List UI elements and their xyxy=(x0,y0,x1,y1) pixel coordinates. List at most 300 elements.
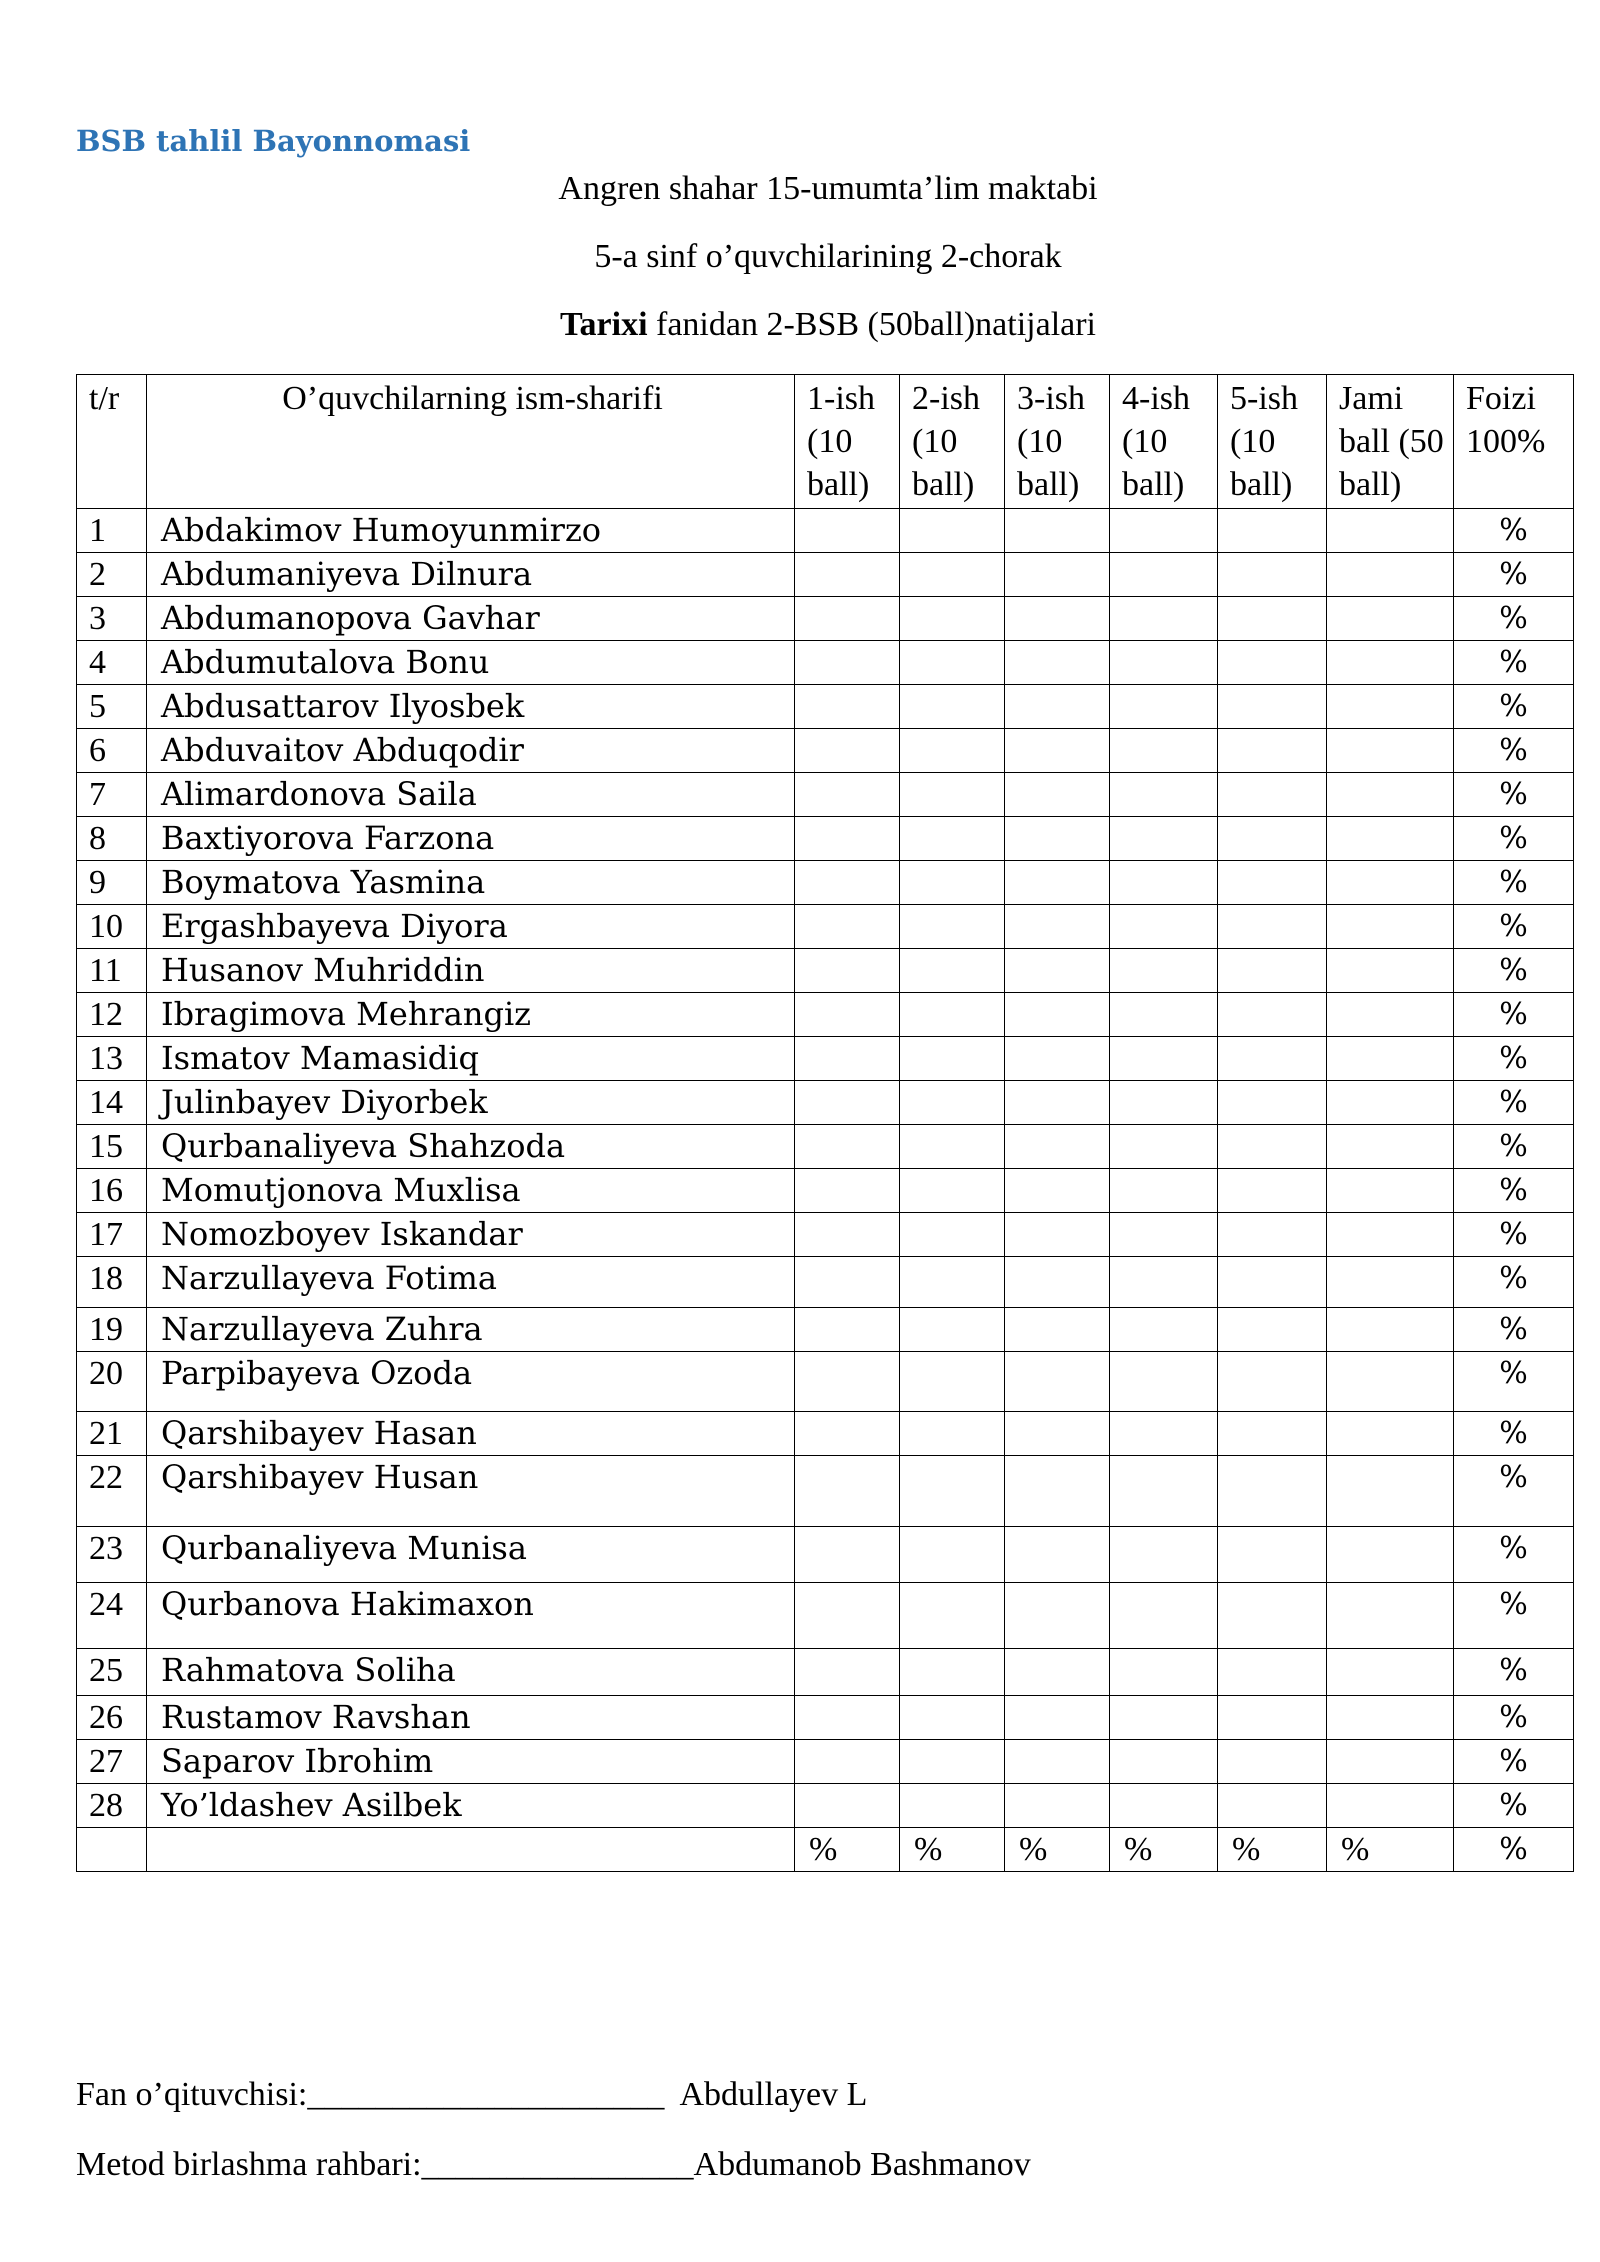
score-cell-work-1[interactable] xyxy=(795,1784,900,1828)
table-row xyxy=(77,1412,1574,1456)
score-cell-work-2[interactable] xyxy=(900,1308,1005,1352)
score-cell-work-5[interactable] xyxy=(1218,1456,1327,1527)
row-index: 23 xyxy=(77,1527,147,1583)
score-cell-work-1[interactable] xyxy=(795,597,900,641)
score-cell-work-5[interactable] xyxy=(1218,597,1327,641)
row-index: 25 xyxy=(77,1649,147,1696)
row-index: 27 xyxy=(77,1740,147,1784)
score-cell-work-5[interactable] xyxy=(1218,509,1327,553)
score-cell-work-4[interactable] xyxy=(1110,817,1218,861)
score-cell-work-1[interactable] xyxy=(795,1456,900,1527)
score-cell-work-4[interactable] xyxy=(1110,1527,1218,1583)
table-row xyxy=(77,729,1574,773)
percent-cell[interactable]: % xyxy=(1454,861,1574,905)
row-index: 6 xyxy=(77,729,147,773)
document-heading: BSB tahlil Bayonnomasi xyxy=(76,124,471,158)
percent-cell[interactable]: % xyxy=(1454,1169,1574,1213)
total-score-cell[interactable] xyxy=(1327,1784,1454,1828)
score-cell-work-4[interactable] xyxy=(1110,1308,1218,1352)
score-cell-work-3[interactable] xyxy=(1005,1213,1110,1257)
table-row xyxy=(77,597,1574,641)
percent-cell[interactable]: % xyxy=(1454,817,1574,861)
total-score-cell[interactable] xyxy=(1327,949,1454,993)
score-cell-work-4[interactable] xyxy=(1110,1412,1218,1456)
table-row xyxy=(77,949,1574,993)
subject-line xyxy=(0,306,1600,344)
table-row xyxy=(77,1169,1574,1213)
total-score-cell[interactable] xyxy=(1327,861,1454,905)
total-score-cell[interactable] xyxy=(1327,597,1454,641)
student-name: Nomozboyev Iskandar xyxy=(147,1213,795,1257)
score-cell-work-3[interactable] xyxy=(1005,817,1110,861)
percent-cell[interactable]: % xyxy=(1454,1696,1574,1740)
total-score-cell[interactable] xyxy=(1327,1037,1454,1081)
score-cell-work-1[interactable] xyxy=(795,1213,900,1257)
score-cell-work-5[interactable] xyxy=(1218,817,1327,861)
score-cell-work-2[interactable] xyxy=(900,509,1005,553)
row-index: 2 xyxy=(77,553,147,597)
score-cell-work-1[interactable] xyxy=(795,1527,900,1583)
table-row xyxy=(77,1037,1574,1081)
total-score-cell[interactable] xyxy=(1327,1583,1454,1649)
footer-percent-cell[interactable]: % xyxy=(1454,1828,1574,1872)
score-cell-work-5[interactable] xyxy=(1218,685,1327,729)
table-row xyxy=(77,1081,1574,1125)
score-cell-work-4[interactable] xyxy=(1110,1257,1218,1308)
score-cell-work-3[interactable] xyxy=(1005,773,1110,817)
score-cell-work-5[interactable] xyxy=(1218,641,1327,685)
student-name: Abdusattarov Ilyosbek xyxy=(147,685,795,729)
score-cell-work-2[interactable] xyxy=(900,729,1005,773)
row-index: 20 xyxy=(77,1352,147,1412)
total-score-cell[interactable] xyxy=(1327,1257,1454,1308)
table-row xyxy=(77,685,1574,729)
total-score-cell[interactable] xyxy=(1327,729,1454,773)
total-score-cell[interactable] xyxy=(1327,1308,1454,1352)
score-cell-work-4[interactable] xyxy=(1110,729,1218,773)
row-index: 14 xyxy=(77,1081,147,1125)
score-cell-work-5[interactable] xyxy=(1218,1257,1327,1308)
score-cell-work-1[interactable] xyxy=(795,1740,900,1784)
score-cell-work-1[interactable] xyxy=(795,993,900,1037)
score-cell-work-1[interactable] xyxy=(795,1308,900,1352)
student-name: Qarshibayev Husan xyxy=(147,1456,795,1527)
head-signature-line: Metod birlashma rahbari:________________Abdumanob Bashmanov xyxy=(76,2146,1031,2183)
score-cell-work-2[interactable] xyxy=(900,993,1005,1037)
percent-cell[interactable]: % xyxy=(1454,949,1574,993)
header-total: Jami ball (50 ball) xyxy=(1327,375,1454,509)
header-work-3: 3-ish (10 ball) xyxy=(1005,375,1110,509)
score-cell-work-1[interactable] xyxy=(795,861,900,905)
header-index: t/r xyxy=(77,375,147,509)
subject-line-rest: fanidan 2-BSB (50ball)natijalari xyxy=(647,306,1097,343)
score-cell-work-1[interactable] xyxy=(795,509,900,553)
student-name: Abdumutalova Bonu xyxy=(147,641,795,685)
score-cell-work-4[interactable] xyxy=(1110,949,1218,993)
percent-cell[interactable]: % xyxy=(1454,1308,1574,1352)
class-line: 5-a sinf o’quvchilarining 2-chorak xyxy=(594,238,1062,275)
student-name: Narzullayeva Zuhra xyxy=(147,1308,795,1352)
score-cell-work-2[interactable] xyxy=(900,1696,1005,1740)
percent-cell[interactable]: % xyxy=(1454,641,1574,685)
score-cell-work-2[interactable] xyxy=(900,1352,1005,1412)
student-name: Qarshibayev Hasan xyxy=(147,1412,795,1456)
score-cell-work-1[interactable] xyxy=(795,1412,900,1456)
student-name: Husanov Muhriddin xyxy=(147,949,795,993)
score-cell-work-5[interactable] xyxy=(1218,1784,1327,1828)
table-row xyxy=(77,773,1574,817)
score-cell-work-2[interactable] xyxy=(900,685,1005,729)
score-cell-work-5[interactable] xyxy=(1218,1308,1327,1352)
table-row xyxy=(77,905,1574,949)
score-cell-work-1[interactable] xyxy=(795,1169,900,1213)
score-cell-work-3[interactable] xyxy=(1005,1527,1110,1583)
score-cell-work-3[interactable] xyxy=(1005,1125,1110,1169)
student-name: Alimardonova Saila xyxy=(147,773,795,817)
score-cell-work-4[interactable] xyxy=(1110,1649,1218,1696)
percent-cell[interactable]: % xyxy=(1454,1583,1574,1649)
score-cell-work-4[interactable] xyxy=(1110,1081,1218,1125)
score-cell-work-2[interactable] xyxy=(900,1784,1005,1828)
total-score-cell[interactable] xyxy=(1327,553,1454,597)
score-cell-work-4[interactable] xyxy=(1110,773,1218,817)
score-cell-work-2[interactable] xyxy=(900,553,1005,597)
score-cell-work-4[interactable] xyxy=(1110,1784,1218,1828)
score-cell-work-4[interactable] xyxy=(1110,1352,1218,1412)
score-cell-work-3[interactable] xyxy=(1005,509,1110,553)
score-cell-work-5[interactable] xyxy=(1218,1649,1327,1696)
student-name: Qurbanaliyeva Shahzoda xyxy=(147,1125,795,1169)
row-index: 12 xyxy=(77,993,147,1037)
score-cell-work-2[interactable] xyxy=(900,1740,1005,1784)
score-cell-work-4[interactable] xyxy=(1110,685,1218,729)
score-cell-work-3[interactable] xyxy=(1005,1649,1110,1696)
table-row xyxy=(77,1583,1574,1649)
score-cell-work-3[interactable] xyxy=(1005,1784,1110,1828)
score-cell-work-2[interactable] xyxy=(900,1081,1005,1125)
percent-cell[interactable]: % xyxy=(1454,509,1574,553)
score-cell-work-5[interactable] xyxy=(1218,1352,1327,1412)
score-cell-work-1[interactable] xyxy=(795,773,900,817)
score-cell-work-3[interactable] xyxy=(1005,641,1110,685)
student-name: Abdumaniyeva Dilnura xyxy=(147,553,795,597)
total-score-cell[interactable] xyxy=(1327,773,1454,817)
score-cell-work-5[interactable] xyxy=(1218,773,1327,817)
score-cell-work-4[interactable] xyxy=(1110,905,1218,949)
score-cell-work-5[interactable] xyxy=(1218,1412,1327,1456)
row-index: 4 xyxy=(77,641,147,685)
score-cell-work-2[interactable] xyxy=(900,641,1005,685)
score-cell-work-4[interactable] xyxy=(1110,641,1218,685)
table-row xyxy=(77,1456,1574,1527)
score-cell-work-2[interactable] xyxy=(900,1169,1005,1213)
table-footer-row xyxy=(77,1828,1574,1872)
score-cell-work-3[interactable] xyxy=(1005,1308,1110,1352)
percent-cell[interactable]: % xyxy=(1454,905,1574,949)
score-cell-work-4[interactable] xyxy=(1110,1125,1218,1169)
score-cell-work-1[interactable] xyxy=(795,905,900,949)
footer-percent-cell[interactable]: % xyxy=(1110,1828,1218,1872)
score-cell-work-1[interactable] xyxy=(795,641,900,685)
student-name: Baxtiyorova Farzona xyxy=(147,817,795,861)
row-index: 26 xyxy=(77,1696,147,1740)
score-cell-work-1[interactable] xyxy=(795,1257,900,1308)
score-cell-work-3[interactable] xyxy=(1005,905,1110,949)
row-index: 16 xyxy=(77,1169,147,1213)
footer-percent-cell[interactable]: % xyxy=(1005,1828,1110,1872)
table-row xyxy=(77,1308,1574,1352)
total-score-cell[interactable] xyxy=(1327,1456,1454,1527)
total-score-cell[interactable] xyxy=(1327,509,1454,553)
row-index: 15 xyxy=(77,1125,147,1169)
score-cell-work-2[interactable] xyxy=(900,1583,1005,1649)
table-row xyxy=(77,553,1574,597)
score-cell-work-3[interactable] xyxy=(1005,861,1110,905)
score-cell-work-5[interactable] xyxy=(1218,553,1327,597)
percent-cell[interactable]: % xyxy=(1454,1037,1574,1081)
score-cell-work-5[interactable] xyxy=(1218,1213,1327,1257)
percent-cell[interactable]: % xyxy=(1454,1527,1574,1583)
footer-percent-cell[interactable]: % xyxy=(900,1828,1005,1872)
score-cell-work-1[interactable] xyxy=(795,1649,900,1696)
score-cell-work-1[interactable] xyxy=(795,685,900,729)
score-cell-work-4[interactable] xyxy=(1110,553,1218,597)
total-score-cell[interactable] xyxy=(1327,1527,1454,1583)
table-row xyxy=(77,861,1574,905)
row-index: 21 xyxy=(77,1412,147,1456)
score-cell-work-3[interactable] xyxy=(1005,1583,1110,1649)
score-cell-work-3[interactable] xyxy=(1005,1412,1110,1456)
table-row xyxy=(77,1213,1574,1257)
score-cell-work-1[interactable] xyxy=(795,817,900,861)
score-cell-work-2[interactable] xyxy=(900,1527,1005,1583)
student-name: Momutjonova Muxlisa xyxy=(147,1169,795,1213)
table-row xyxy=(77,993,1574,1037)
row-index: 5 xyxy=(77,685,147,729)
score-cell-work-3[interactable] xyxy=(1005,597,1110,641)
percent-cell[interactable]: % xyxy=(1454,1257,1574,1308)
total-score-cell[interactable] xyxy=(1327,1740,1454,1784)
score-cell-work-5[interactable] xyxy=(1218,1169,1327,1213)
percent-cell[interactable]: % xyxy=(1454,1081,1574,1125)
student-name: Parpibayeva Ozoda xyxy=(147,1352,795,1412)
score-cell-work-5[interactable] xyxy=(1218,861,1327,905)
score-cell-work-5[interactable] xyxy=(1218,1081,1327,1125)
score-cell-work-1[interactable] xyxy=(795,1352,900,1412)
score-cell-work-5[interactable] xyxy=(1218,905,1327,949)
score-cell-work-3[interactable] xyxy=(1005,993,1110,1037)
score-cell-work-1[interactable] xyxy=(795,1037,900,1081)
percent-cell[interactable]: % xyxy=(1454,993,1574,1037)
student-name: Rahmatova Soliha xyxy=(147,1649,795,1696)
table-header-row xyxy=(77,375,1574,509)
header-percent: Foizi 100% xyxy=(1454,375,1574,509)
percent-cell[interactable]: % xyxy=(1454,685,1574,729)
footer-percent-cell[interactable]: % xyxy=(1327,1828,1454,1872)
percent-cell[interactable]: % xyxy=(1454,1740,1574,1784)
score-cell-work-3[interactable] xyxy=(1005,1740,1110,1784)
footer-empty-cell xyxy=(147,1828,795,1872)
score-cell-work-3[interactable] xyxy=(1005,1696,1110,1740)
score-cell-work-2[interactable] xyxy=(900,1125,1005,1169)
results-table xyxy=(76,374,1574,1872)
score-cell-work-4[interactable] xyxy=(1110,509,1218,553)
total-score-cell[interactable] xyxy=(1327,1696,1454,1740)
row-index: 3 xyxy=(77,597,147,641)
percent-cell[interactable]: % xyxy=(1454,597,1574,641)
score-cell-work-1[interactable] xyxy=(795,1696,900,1740)
footer-percent-cell[interactable]: % xyxy=(1218,1828,1327,1872)
row-index: 8 xyxy=(77,817,147,861)
footer-percent-cell[interactable]: % xyxy=(795,1828,900,1872)
score-cell-work-4[interactable] xyxy=(1110,1696,1218,1740)
score-cell-work-2[interactable] xyxy=(900,773,1005,817)
percent-cell[interactable]: % xyxy=(1454,1213,1574,1257)
score-cell-work-5[interactable] xyxy=(1218,949,1327,993)
percent-cell[interactable]: % xyxy=(1454,553,1574,597)
table-row xyxy=(77,1696,1574,1740)
total-score-cell[interactable] xyxy=(1327,905,1454,949)
score-cell-work-4[interactable] xyxy=(1110,1456,1218,1527)
header-work-2: 2-ish (10 ball) xyxy=(900,375,1005,509)
score-cell-work-3[interactable] xyxy=(1005,1169,1110,1213)
row-index: 22 xyxy=(77,1456,147,1527)
score-cell-work-3[interactable] xyxy=(1005,685,1110,729)
score-cell-work-2[interactable] xyxy=(900,1257,1005,1308)
score-cell-work-3[interactable] xyxy=(1005,1352,1110,1412)
score-cell-work-2[interactable] xyxy=(900,1412,1005,1456)
school-line: Angren shahar 15-umumta’lim maktabi xyxy=(558,170,1098,207)
student-name: Abdakimov Humoyunmirzo xyxy=(147,509,795,553)
score-cell-work-4[interactable] xyxy=(1110,1583,1218,1649)
student-name: Saparov Ibrohim xyxy=(147,1740,795,1784)
student-name: Ergashbayeva Diyora xyxy=(147,905,795,949)
score-cell-work-2[interactable] xyxy=(900,861,1005,905)
total-score-cell[interactable] xyxy=(1327,993,1454,1037)
student-name: Rustamov Ravshan xyxy=(147,1696,795,1740)
total-score-cell[interactable] xyxy=(1327,1081,1454,1125)
row-index: 11 xyxy=(77,949,147,993)
table-row xyxy=(77,1649,1574,1696)
percent-cell[interactable]: % xyxy=(1454,773,1574,817)
percent-cell[interactable]: % xyxy=(1454,1412,1574,1456)
score-cell-work-1[interactable] xyxy=(795,949,900,993)
row-index: 24 xyxy=(77,1583,147,1649)
score-cell-work-4[interactable] xyxy=(1110,993,1218,1037)
score-cell-work-2[interactable] xyxy=(900,817,1005,861)
student-name: Boymatova Yasmina xyxy=(147,861,795,905)
row-index: 13 xyxy=(77,1037,147,1081)
table-row xyxy=(77,817,1574,861)
score-cell-work-3[interactable] xyxy=(1005,1456,1110,1527)
score-cell-work-4[interactable] xyxy=(1110,1740,1218,1784)
score-cell-work-5[interactable] xyxy=(1218,729,1327,773)
footer-empty-cell xyxy=(77,1828,147,1872)
table-row xyxy=(77,1784,1574,1828)
total-score-cell[interactable] xyxy=(1327,1412,1454,1456)
total-score-cell[interactable] xyxy=(1327,641,1454,685)
percent-cell[interactable]: % xyxy=(1454,1456,1574,1527)
student-name: Abdumanopova Gavhar xyxy=(147,597,795,641)
row-index: 7 xyxy=(77,773,147,817)
score-cell-work-1[interactable] xyxy=(795,1081,900,1125)
total-score-cell[interactable] xyxy=(1327,1649,1454,1696)
header-name: O’quvchilarning ism-sharifi xyxy=(147,375,795,509)
teacher-signature-line: Fan o’qituvchisi:_____________________ Abdullayev L xyxy=(76,2076,868,2113)
percent-cell[interactable]: % xyxy=(1454,729,1574,773)
score-cell-work-2[interactable] xyxy=(900,1649,1005,1696)
score-cell-work-3[interactable] xyxy=(1005,1037,1110,1081)
total-score-cell[interactable] xyxy=(1327,817,1454,861)
score-cell-work-1[interactable] xyxy=(795,729,900,773)
score-cell-work-5[interactable] xyxy=(1218,1740,1327,1784)
score-cell-work-2[interactable] xyxy=(900,949,1005,993)
row-index: 9 xyxy=(77,861,147,905)
score-cell-work-5[interactable] xyxy=(1218,1527,1327,1583)
total-score-cell[interactable] xyxy=(1327,1213,1454,1257)
percent-cell[interactable]: % xyxy=(1454,1352,1574,1412)
score-cell-work-5[interactable] xyxy=(1218,1696,1327,1740)
total-score-cell[interactable] xyxy=(1327,1125,1454,1169)
score-cell-work-2[interactable] xyxy=(900,905,1005,949)
total-score-cell[interactable] xyxy=(1327,1352,1454,1412)
student-name: Ibragimova Mehrangiz xyxy=(147,993,795,1037)
score-cell-work-3[interactable] xyxy=(1005,1081,1110,1125)
row-index: 10 xyxy=(77,905,147,949)
row-index: 17 xyxy=(77,1213,147,1257)
subject-name: Tarixi xyxy=(559,306,648,343)
percent-cell[interactable]: % xyxy=(1454,1125,1574,1169)
score-cell-work-3[interactable] xyxy=(1005,553,1110,597)
score-cell-work-2[interactable] xyxy=(900,1456,1005,1527)
score-cell-work-1[interactable] xyxy=(795,1583,900,1649)
score-cell-work-5[interactable] xyxy=(1218,1583,1327,1649)
percent-cell[interactable]: % xyxy=(1454,1784,1574,1828)
score-cell-work-3[interactable] xyxy=(1005,729,1110,773)
row-index: 18 xyxy=(77,1257,147,1308)
score-cell-work-5[interactable] xyxy=(1218,1125,1327,1169)
score-cell-work-1[interactable] xyxy=(795,553,900,597)
score-cell-work-2[interactable] xyxy=(900,1213,1005,1257)
row-index: 19 xyxy=(77,1308,147,1352)
score-cell-work-4[interactable] xyxy=(1110,1037,1218,1081)
student-name: Abduvaitov Abduqodir xyxy=(147,729,795,773)
score-cell-work-3[interactable] xyxy=(1005,949,1110,993)
student-name: Qurbanova Hakimaxon xyxy=(147,1583,795,1649)
score-cell-work-2[interactable] xyxy=(900,597,1005,641)
score-cell-work-5[interactable] xyxy=(1218,993,1327,1037)
table-row xyxy=(77,1257,1574,1308)
table-row xyxy=(77,641,1574,685)
row-index: 28 xyxy=(77,1784,147,1828)
score-cell-work-4[interactable] xyxy=(1110,1169,1218,1213)
percent-cell[interactable]: % xyxy=(1454,1649,1574,1696)
score-cell-work-4[interactable] xyxy=(1110,861,1218,905)
student-name: Julinbayev Diyorbek xyxy=(147,1081,795,1125)
score-cell-work-2[interactable] xyxy=(900,1037,1005,1081)
table-row xyxy=(77,509,1574,553)
score-cell-work-4[interactable] xyxy=(1110,1213,1218,1257)
score-cell-work-4[interactable] xyxy=(1110,597,1218,641)
student-name: Yo’ldashev Asilbek xyxy=(147,1784,795,1828)
score-cell-work-5[interactable] xyxy=(1218,1037,1327,1081)
student-name: Ismatov Mamasidiq xyxy=(147,1037,795,1081)
total-score-cell[interactable] xyxy=(1327,1169,1454,1213)
score-cell-work-1[interactable] xyxy=(795,1125,900,1169)
total-score-cell[interactable] xyxy=(1327,685,1454,729)
student-name: Narzullayeva Fotima xyxy=(147,1257,795,1308)
score-cell-work-3[interactable] xyxy=(1005,1257,1110,1308)
